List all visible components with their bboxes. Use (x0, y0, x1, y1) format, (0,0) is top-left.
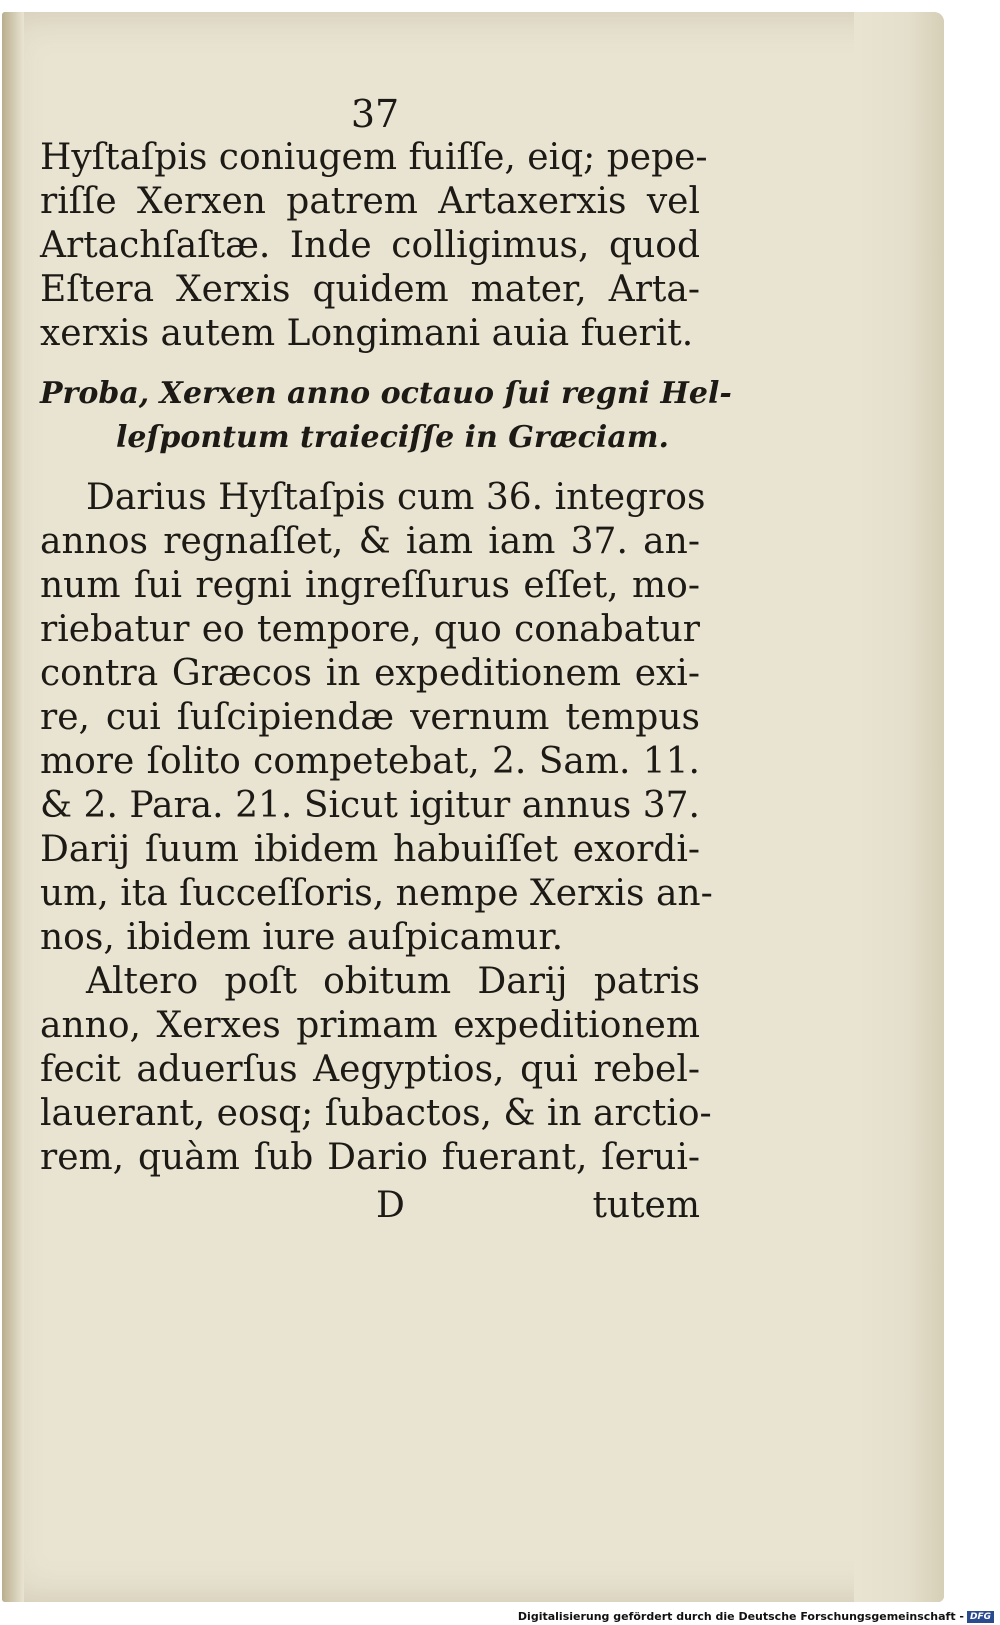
text-line: um, ita ſucceſſoris, nempe Xerxis an- (40, 873, 713, 914)
text-line: Eſtera Xerxis quidem mater, Arta- (40, 269, 700, 310)
text-line: num ſui regni ingreſſurus eſſet, mo- (40, 565, 700, 606)
page-number: 37 (350, 92, 400, 136)
credit-text: Digitalisierung gefördert durch die Deutsche Forschungsgemeinschaft - (517, 1610, 964, 1623)
text-line: annos regnaſſet, & iam iam 37. an- (40, 521, 700, 562)
text-line: fecit aduerſus Aegyptios, qui rebel- (40, 1049, 700, 1090)
text-line: xerxis autem Longimani auia fuerit. (40, 313, 694, 354)
text-line: Darius Hyſtaſpis cum 36. integros (86, 477, 706, 518)
text-line: lauerant, eosq; ſubactos, & in arctio- (40, 1093, 712, 1134)
text-line: & 2. Para. 21. Sicut igitur annus 37. (40, 785, 700, 826)
catchword: tutem (592, 1185, 700, 1226)
text-line: Artachſaſtæ. Inde colligimus, quod (40, 225, 700, 266)
text-line: contra Græcos in expeditionem exi- (40, 653, 700, 694)
text-line: Hyſtaſpis coniugem fuiſſe, eiq; pepe- (40, 137, 708, 178)
text-line: re, cui ſuſcipiendæ vernum tempus (40, 697, 700, 738)
text-line: more ſolito competebat, 2. Sam. 11. (40, 741, 700, 782)
page-fore-edge (854, 12, 944, 1602)
text-line: rem, quàm ſub Dario fuerant, ſerui- (40, 1137, 700, 1178)
paragraph-2 (40, 476, 713, 960)
digitization-credit (518, 1610, 994, 1624)
text-line: nos, ibidem iure auſpicamur. (40, 917, 564, 958)
page-gutter-shadow (2, 12, 24, 1602)
section-heading (40, 372, 732, 460)
spacer (40, 356, 700, 372)
spacer (40, 460, 700, 476)
dfg-logo: DFG (967, 1611, 994, 1623)
paragraph-3 (40, 960, 712, 1180)
text-line: anno, Xerxes primam expeditionem (40, 1005, 700, 1046)
text-line: Altero poſt obitum Darij patris (86, 961, 700, 1002)
page-text (40, 92, 732, 1234)
signature-mark: D (376, 1185, 405, 1226)
heading-line: leſpontum traieciſſe in Græciam. (116, 420, 669, 455)
text-line: riebatur eo tempore, quo conabatur (40, 609, 700, 650)
heading-line: Proba, Xerxen anno octauo ſui regni Hel- (40, 376, 732, 411)
page-footer-row (40, 1184, 700, 1234)
paragraph-1 (40, 136, 708, 356)
text-line: Darij ſuum ibidem habuiſſet exordi- (40, 829, 700, 870)
text-line: riſſe Xerxen patrem Artaxerxis vel (40, 181, 700, 222)
book-page (2, 12, 944, 1602)
